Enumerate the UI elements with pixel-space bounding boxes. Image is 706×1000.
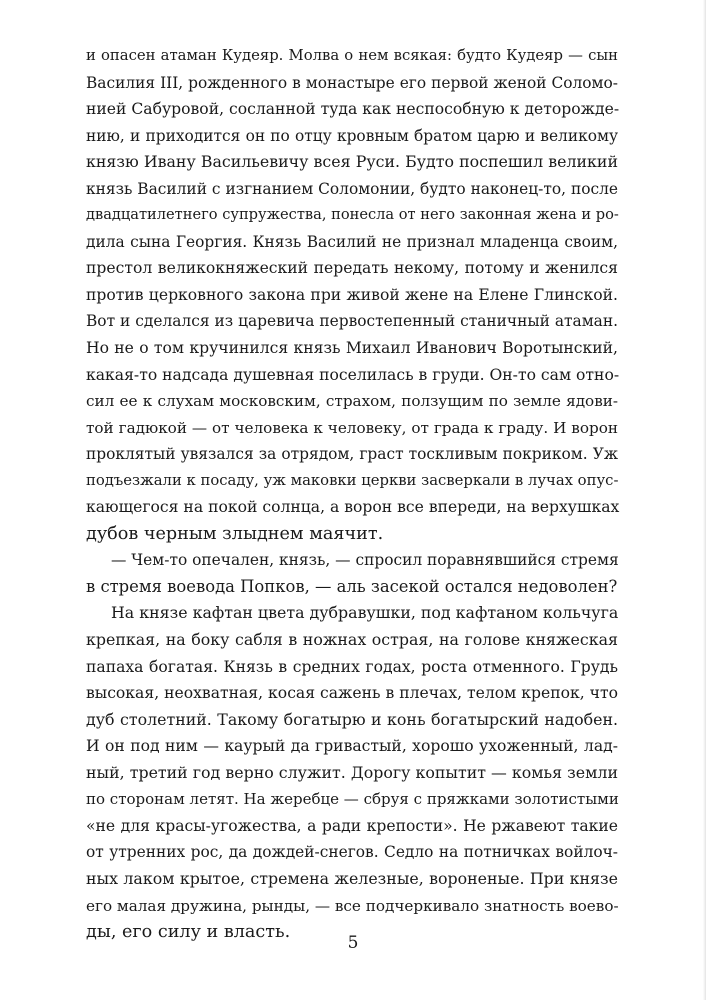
text-line: ных лаком крытое, стремена железные, вороненые. При князе <box>86 868 618 888</box>
text-line: Вот и сделался из царевича первостепенный станичный атаман. <box>86 312 618 331</box>
text-line: дуб столетний. Такому богатырю и конь богатырский надобен. <box>86 709 618 729</box>
text-line: князю Ивану Васильевичу всея Руси. Будто поспешил великий <box>86 152 618 172</box>
text-line: нию, и приходится он по отцу кровным братом царю и великому <box>86 126 618 145</box>
text-line: подъезжали к посаду, уж маковки церкви засверкали в лучах опус- <box>86 471 619 489</box>
text-line: по сторонам летят. На жеребце — сбруя с пряжками золотистыми <box>86 790 619 809</box>
text-line: той гадюкой — от человека к человеку, от града к граду. И ворон <box>86 418 618 437</box>
text-line: — Чем-то опечален, князь, — спросил поравнявшийся стремя <box>111 551 619 570</box>
text-line: дубов черным злыднем маячит. <box>86 523 384 544</box>
text-line: престол великокняжеский передать некому, потому и женился <box>86 259 618 278</box>
text-line: ды, его силу и власть. <box>86 922 291 943</box>
text-line: против церковного закона при живой жене на Елене Глинской. <box>86 285 618 304</box>
text-line: И он под ним — каурый да гривастый, хорошо ухоженный, лад- <box>86 737 618 756</box>
text-line: высокая, неохватная, косая сажень в плечах, телом крепок, что <box>86 684 618 703</box>
text-line: нией Сабуровой, сосланной туда как неспособную к деторожде- <box>86 100 620 119</box>
text-line: папаха богатая. Князь в средних годах, роста отменного. Грудь <box>86 657 618 676</box>
body-text <box>86 43 618 946</box>
text-line: кающегося на покой солнца, а ворон все впереди, на верхушках <box>86 498 620 517</box>
text-line: сил ее к слухам московским, страхом, ползущим по земле ядови- <box>86 392 618 411</box>
page-number: 5 <box>347 933 359 953</box>
text-line: какая-то надсада душевная поселилась в груди. Он-то сам отно- <box>86 365 620 384</box>
text-line: проклятый увязался за отрядом, граст тоскливым покриком. Уж <box>86 445 618 464</box>
text-line: его малая дружина, рынды, — все подчеркивало знатность воево- <box>86 896 619 915</box>
text-line: двадцатилетнего супружества, понесла от него законная жена и ро- <box>86 206 619 224</box>
text-line: Но не о том кручинился князь Михаил Иванович Воротынский, <box>86 339 618 358</box>
text-line: Василия III, рожденного в монастыре его первой женой Соломо- <box>86 73 618 92</box>
text-line: «не для красы-угожества, а ради крепости». Не ржавеют такие <box>86 816 618 835</box>
text-line: князь Василий с изгнанием Соломонии, будто наконец-то, после <box>86 179 618 198</box>
text-line: от утренних рос, да дождей-снегов. Седло на потничках войлоч- <box>86 843 618 862</box>
text-line: и опасен атаман Кудеяр. Молва о нем всякая: будто Кудеяр — сын <box>86 47 618 64</box>
text-line: ный, третий год верно служит. Дорогу копытит — комья земли <box>86 762 618 782</box>
text-line: крепкая, на боку сабля в ножнах острая, на голове княжеская <box>86 630 618 650</box>
text-line: дила сына Георгия. Князь Василий не признал младенца своим, <box>86 232 618 251</box>
text-line: На князе кафтан цвета дубравушки, под кафтаном кольчуга <box>111 603 619 623</box>
text-line: в стремя воевода Попков, — аль засекой остался недоволен? <box>86 576 618 596</box>
